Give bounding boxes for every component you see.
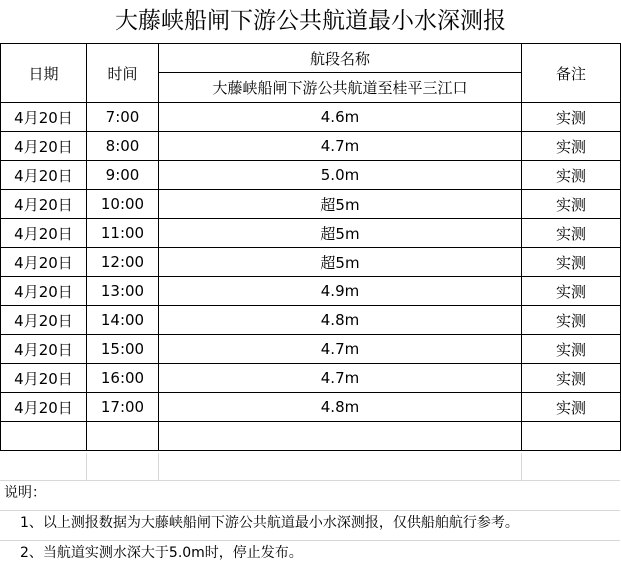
cell-depth: 4.7m xyxy=(159,364,522,393)
cell-remark: 实测 xyxy=(522,306,621,335)
cell-depth: 4.8m xyxy=(159,306,522,335)
gridline xyxy=(0,540,620,541)
table-row xyxy=(1,219,621,248)
cell-time: 9:00 xyxy=(87,161,159,190)
empty-cell xyxy=(522,422,621,451)
cell-time: 11:00 xyxy=(87,219,159,248)
gridline xyxy=(86,453,87,480)
cell-depth: 超5m xyxy=(159,248,522,277)
report-title: 大藤峡船闸下游公共航道最小水深测报 xyxy=(115,8,506,34)
table-row xyxy=(1,335,621,364)
cell-remark: 实测 xyxy=(522,132,621,161)
table-row xyxy=(1,393,621,422)
header-time: 时间 xyxy=(87,44,159,103)
cell-time: 10:00 xyxy=(87,190,159,219)
cell-depth: 超5m xyxy=(159,190,522,219)
cell-depth: 超5m xyxy=(159,219,522,248)
cell-time: 16:00 xyxy=(87,364,159,393)
cell-date: 4月20日 xyxy=(1,190,87,219)
header-remark: 备注 xyxy=(522,44,621,103)
cell-time: 17:00 xyxy=(87,393,159,422)
cell-date: 4月20日 xyxy=(1,335,87,364)
cell-remark: 实测 xyxy=(522,393,621,422)
cell-date: 4月20日 xyxy=(1,306,87,335)
cell-date: 4月20日 xyxy=(1,103,87,132)
table-row xyxy=(1,306,621,335)
table-row xyxy=(1,277,621,306)
cell-remark: 实测 xyxy=(522,190,621,219)
cell-remark: 实测 xyxy=(522,248,621,277)
cell-depth: 4.6m xyxy=(159,103,522,132)
cell-date: 4月20日 xyxy=(1,364,87,393)
header-section-name: 大藤峡船闸下游公共航道至桂平三江口 xyxy=(159,73,522,103)
empty-cell xyxy=(159,422,522,451)
cell-time: 12:00 xyxy=(87,248,159,277)
gridline xyxy=(158,453,159,480)
gridline xyxy=(521,453,522,480)
empty-cell xyxy=(87,422,159,451)
notes-label: 说明： xyxy=(4,485,46,501)
empty-row xyxy=(1,422,621,451)
table-row xyxy=(1,132,621,161)
cell-remark: 实测 xyxy=(522,364,621,393)
depth-table xyxy=(0,43,621,451)
cell-time: 13:00 xyxy=(87,277,159,306)
table-row xyxy=(1,161,621,190)
cell-depth: 4.7m xyxy=(159,132,522,161)
cell-date: 4月20日 xyxy=(1,132,87,161)
empty-cell xyxy=(1,422,87,451)
cell-date: 4月20日 xyxy=(1,219,87,248)
note-item-1: 1、以上测报数据为大藤峡船闸下游公共航道最小水深测报，仅供船舶航行参考。 xyxy=(20,515,519,531)
cell-time: 7:00 xyxy=(87,103,159,132)
cell-depth: 5.0m xyxy=(159,161,522,190)
cell-remark: 实测 xyxy=(522,161,621,190)
header-section-name-label: 航段名称 xyxy=(159,44,522,73)
cell-depth: 4.7m xyxy=(159,335,522,364)
gridline xyxy=(0,480,620,481)
table-row xyxy=(1,248,621,277)
cell-date: 4月20日 xyxy=(1,277,87,306)
cell-date: 4月20日 xyxy=(1,161,87,190)
gridline xyxy=(0,510,620,511)
table-row xyxy=(1,190,621,219)
table-row xyxy=(1,364,621,393)
table-row xyxy=(1,103,621,132)
cell-remark: 实测 xyxy=(522,219,621,248)
cell-remark: 实测 xyxy=(522,335,621,364)
note-item-2: 2、当航道实测水深大于5.0m时，停止发布。 xyxy=(20,545,303,561)
cell-remark: 实测 xyxy=(522,103,621,132)
cell-date: 4月20日 xyxy=(1,248,87,277)
cell-time: 8:00 xyxy=(87,132,159,161)
cell-date: 4月20日 xyxy=(1,393,87,422)
cell-depth: 4.9m xyxy=(159,277,522,306)
header-date: 日期 xyxy=(1,44,87,103)
cell-depth: 4.8m xyxy=(159,393,522,422)
cell-remark: 实测 xyxy=(522,277,621,306)
cell-time: 15:00 xyxy=(87,335,159,364)
cell-time: 14:00 xyxy=(87,306,159,335)
